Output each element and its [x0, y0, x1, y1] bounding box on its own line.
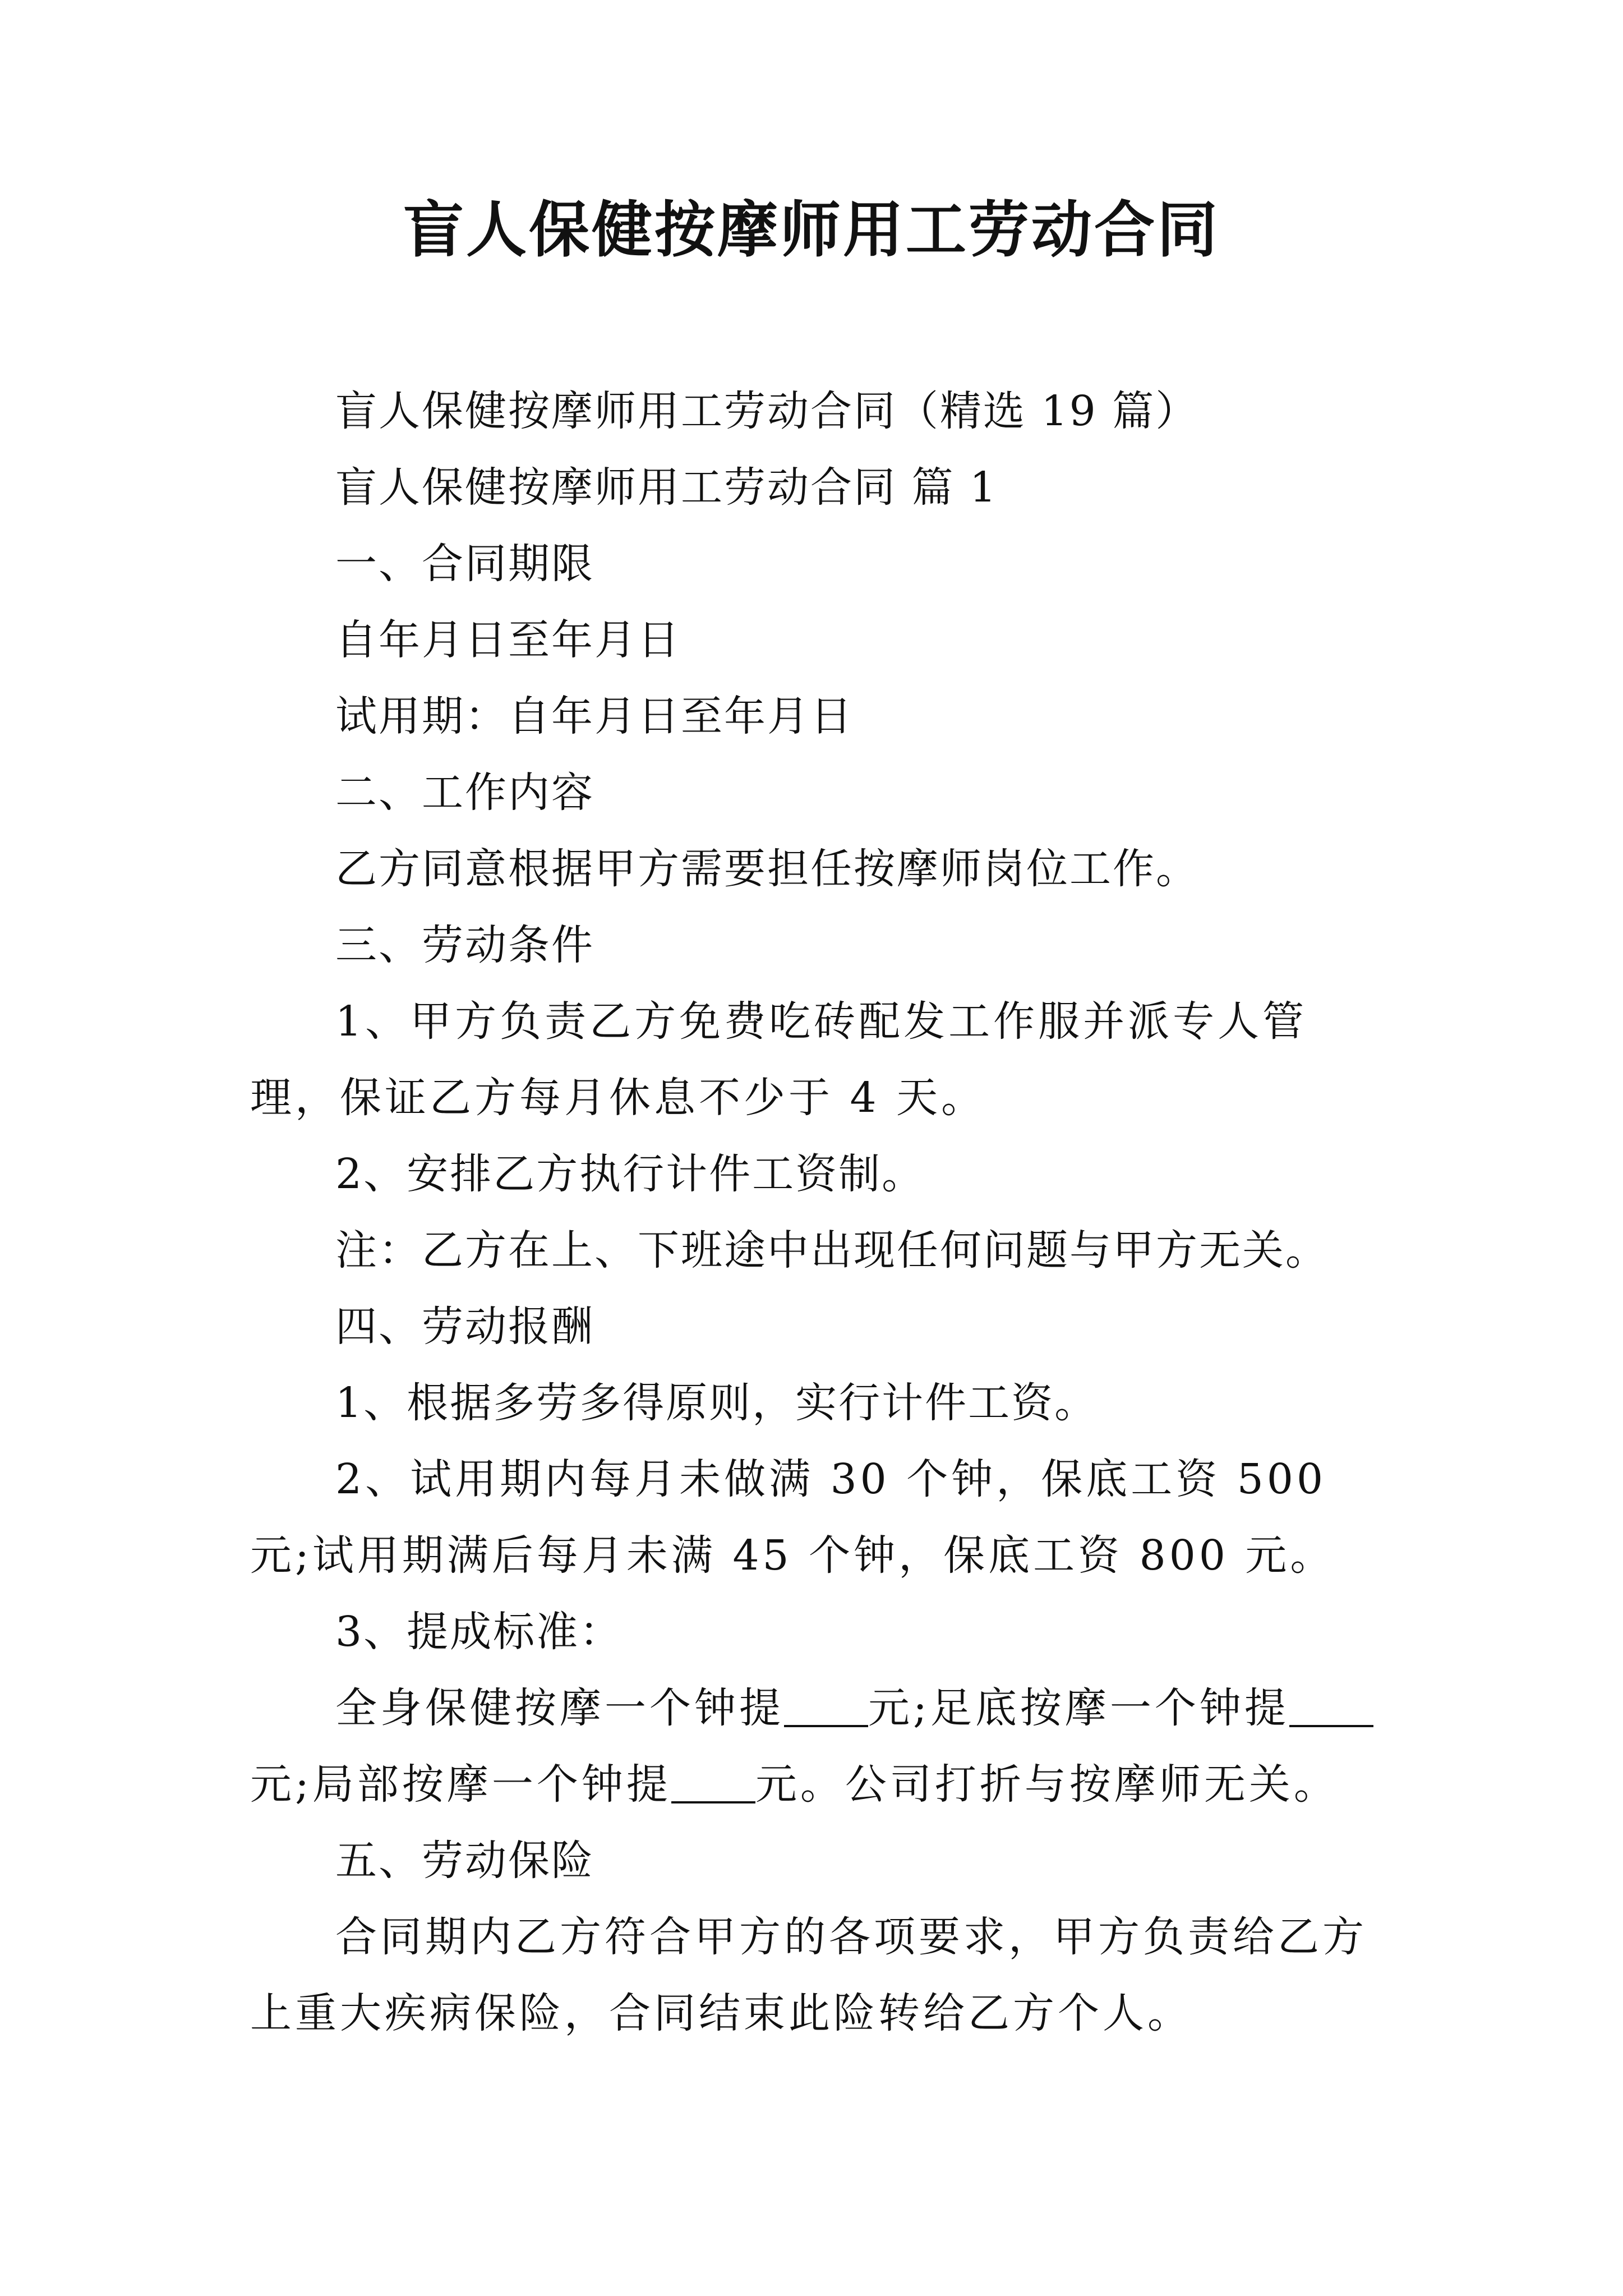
- paragraph-pay-2: 2、试用期内每月未做满 30 个钟，保底工资 500 元;试用期满后每月未满 45 个钟，保底工资 800 元。: [250, 1455, 1335, 1580]
- blank-field: [1289, 1683, 1373, 1727]
- paragraph-condition-1: 1、甲方负责乙方免费吃砖配发工作服并派专人管理，保证乙方每月休息不少于 4 天。: [250, 997, 1308, 1122]
- section-heading-term: 一、合同期限: [335, 540, 594, 588]
- paragraph-commission: [250, 1670, 1394, 1823]
- blank-field: [784, 1683, 868, 1727]
- section-heading-work: 二、工作内容: [335, 769, 594, 817]
- paragraph-subtitle: 盲人保健按摩师用工劳动合同（精选 19 篇）: [335, 387, 1199, 435]
- section-heading-conditions: 三、劳动条件: [335, 921, 594, 969]
- commission-text-2: 元;足底按摩一个钟提: [868, 1684, 1289, 1732]
- paragraph-part-heading: 盲人保健按摩师用工劳动合同 篇 1: [335, 463, 998, 512]
- document-title: 盲人保健按摩师用工劳动合同: [403, 195, 1220, 265]
- paragraph-note: 注：乙方在上、下班途中出现任何问题与甲方无关。: [335, 1226, 1329, 1274]
- section-heading-insurance: 五、劳动保险: [335, 1837, 594, 1885]
- paragraph-pay-1: 1、根据多劳多得原则，实行计件工资。: [335, 1379, 1098, 1427]
- section-heading-pay: 四、劳动报酬: [335, 1303, 594, 1351]
- commission-text-4: 元。公司打折与按摩师无关。: [755, 1760, 1339, 1809]
- paragraph-term-dates: 自年月日至年月日: [335, 616, 681, 664]
- paragraph-probation-dates: 试用期：自年月日至年月日: [335, 692, 854, 740]
- paragraph-pay-3: 3、提成标准：: [335, 1608, 623, 1656]
- blank-field: [671, 1760, 755, 1803]
- paragraph-work-content: 乙方同意根据甲方需要担任按摩师岗位工作。: [335, 845, 1199, 893]
- commission-text-3: 元;局部按摩一个钟提: [250, 1760, 671, 1809]
- paragraph-insurance: 合同期内乙方符合甲方的各项要求，甲方负责给乙方上重大疾病保险，合同结束此险转给乙方个人。: [250, 1913, 1367, 2037]
- paragraph-condition-2: 2、安排乙方执行计件工资制。: [335, 1150, 925, 1198]
- commission-text-1: 全身保健按摩一个钟提: [335, 1684, 784, 1732]
- document-body: [250, 373, 1394, 2051]
